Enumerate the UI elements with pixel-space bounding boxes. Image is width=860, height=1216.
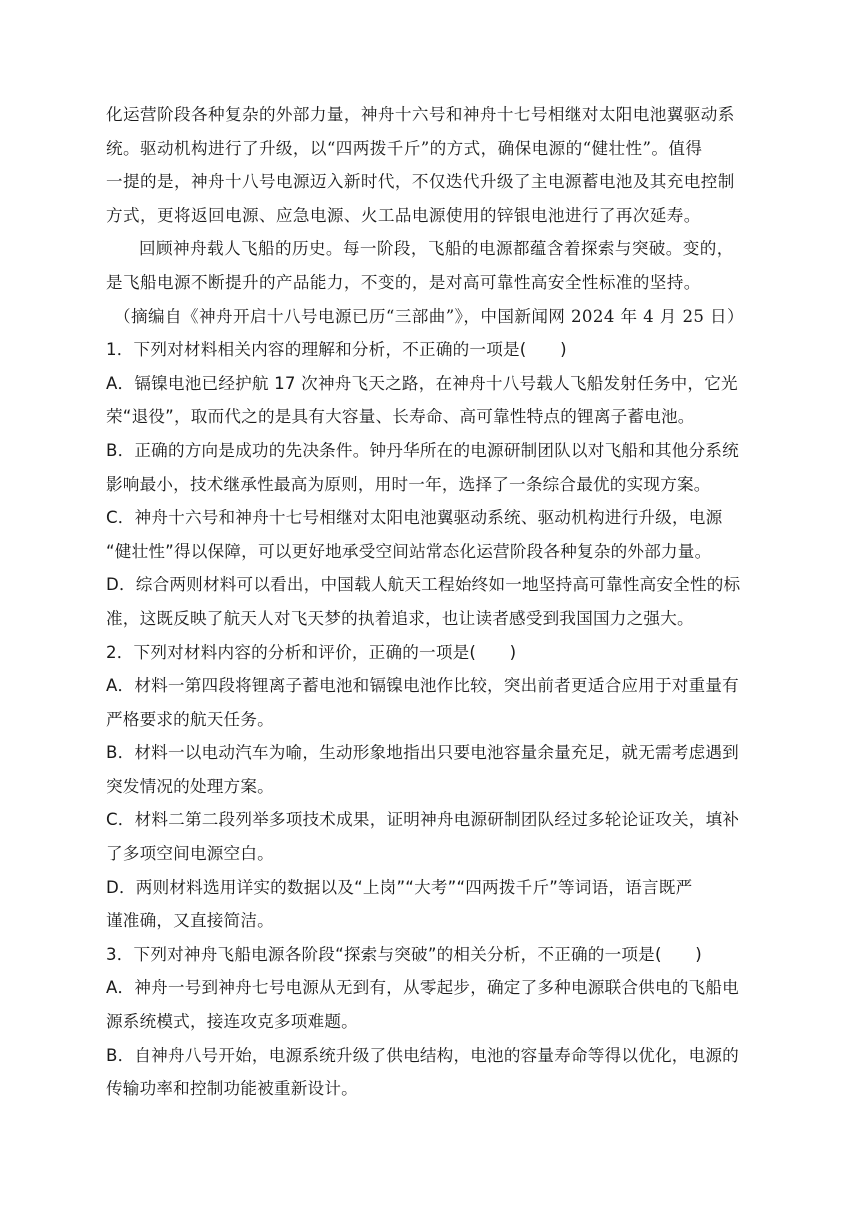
option-line: 突发情况的处理方案。 <box>106 776 274 796</box>
option-line: B．材料一以电动汽车为喻，生动形象地指出只要电池容量余量充足，就无需考虑遇到 <box>106 743 739 763</box>
question-stem: 1．下列对材料相关内容的理解和分析，不正确的一项是( ) <box>106 340 567 360</box>
text-line: 回顾神舟载人飞船的历史。每一阶段，飞船的电源都蕴含着探索与突破。变的， <box>139 239 734 259</box>
option-line: 严格要求的航天任务。 <box>106 709 274 729</box>
option-line: C．神舟十六号和神舟十七号相继对太阳电池翼驱动系统、驱动机构进行升级，电源 <box>106 508 723 528</box>
passage-paragraph-2 <box>106 232 756 299</box>
option-a <box>106 669 756 736</box>
option-line: 传输功率和控制功能被重新设计。 <box>106 1079 358 1099</box>
option-line: C．材料二第二段列举多项技术成果，证明神舟电源研制团队经过多轮论证攻关，填补 <box>106 810 740 830</box>
option-d <box>106 568 756 635</box>
option-c <box>106 803 756 870</box>
option-b <box>106 736 756 803</box>
option-line: A．神舟一号到神舟七号电源从无到有，从零起步，确定了多种电源联合供电的飞船电 <box>106 978 739 998</box>
option-line: B．自神舟八号开始，电源系统升级了供电结构，电池的容量寿命等得以优化，电源的 <box>106 1045 739 1065</box>
option-b <box>106 1039 756 1106</box>
option-line: 了多项空间电源空白。 <box>106 844 274 864</box>
question-2 <box>106 636 756 938</box>
option-line: “健壮性”得以保障，可以更好地承受空间站常态化运营阶段各种复杂的外部力量。 <box>106 541 712 561</box>
option-line: D．综合两则材料可以看出，中国载人航天工程始终如一地坚持高可靠性高安全性的标 <box>106 575 741 595</box>
document-page <box>106 98 756 1106</box>
question-stem: 3．下列对神舟飞船电源各阶段“探索与突破”的相关分析，不正确的一项是( ) <box>106 944 702 964</box>
option-c <box>106 501 756 568</box>
text-line: 一提的是，神舟十八号电源迈入新时代，不仅迭代升级了主电源蓄电池及其充电控制 <box>106 172 735 192</box>
option-line: 荣“退役”，取而代之的是具有大容量、长寿命、高可靠性特点的锂离子蓄电池。 <box>106 407 695 427</box>
text-line: 是飞船电源不断提升的产品能力，不变的，是对高可靠性高安全性标准的坚持。 <box>106 272 701 292</box>
question-3 <box>106 938 756 1106</box>
option-a <box>106 367 756 434</box>
option-line: 谨准确，又直接简洁。 <box>106 911 274 931</box>
option-line: D．两则材料选用详实的数据以及“上岗”“大考”“四两拨千斤”等词语，语言既严 <box>106 877 693 897</box>
option-line: B．正确的方向是成功的先决条件。钟丹华所在的电源研制团队以对飞船和其他分系统 <box>106 440 739 460</box>
option-line: 影响最小，技术继承性最高为原则，用时一年，选择了一条综合最优的实现方案。 <box>106 474 711 494</box>
option-line: 源系统模式，接连攻克多项难题。 <box>106 1012 358 1032</box>
option-line: A．镉镍电池已经护航 17 次神舟飞天之路，在神舟十八号载人飞船发射任务中，它光 <box>106 373 738 393</box>
option-b <box>106 434 756 501</box>
passage-paragraph-1 <box>106 98 756 232</box>
question-1 <box>106 333 756 635</box>
option-a <box>106 971 756 1038</box>
option-line: A．材料一第四段将锂离子蓄电池和镉镍电池作比较，突出前者更适合应用于对重量有 <box>106 676 739 696</box>
text-line: 方式，更将返回电源、应急电源、火工品电源使用的锌银电池进行了再次延寿。 <box>106 205 701 225</box>
text-line: 化运营阶段各种复杂的外部力量，神舟十六号和神舟十七号相继对太阳电池翼驱动系 <box>106 105 735 124</box>
option-line: 准，这既反映了航天人对飞天梦的执着追求，也让读者感受到我国国力之强大。 <box>106 608 694 628</box>
source-citation: （摘编自《神舟开启十八号电源已历“三部曲”》，中国新闻网 2024 年 4 月 25 日） <box>114 306 745 326</box>
option-d <box>106 871 756 938</box>
text-line: 统。驱动机构进行了升级，以“四两拨千斤”的方式，确保电源的“健壮性”。值得 <box>106 138 703 158</box>
question-stem: 2．下列对材料内容的分析和评价，正确的一项是( ) <box>106 642 517 662</box>
